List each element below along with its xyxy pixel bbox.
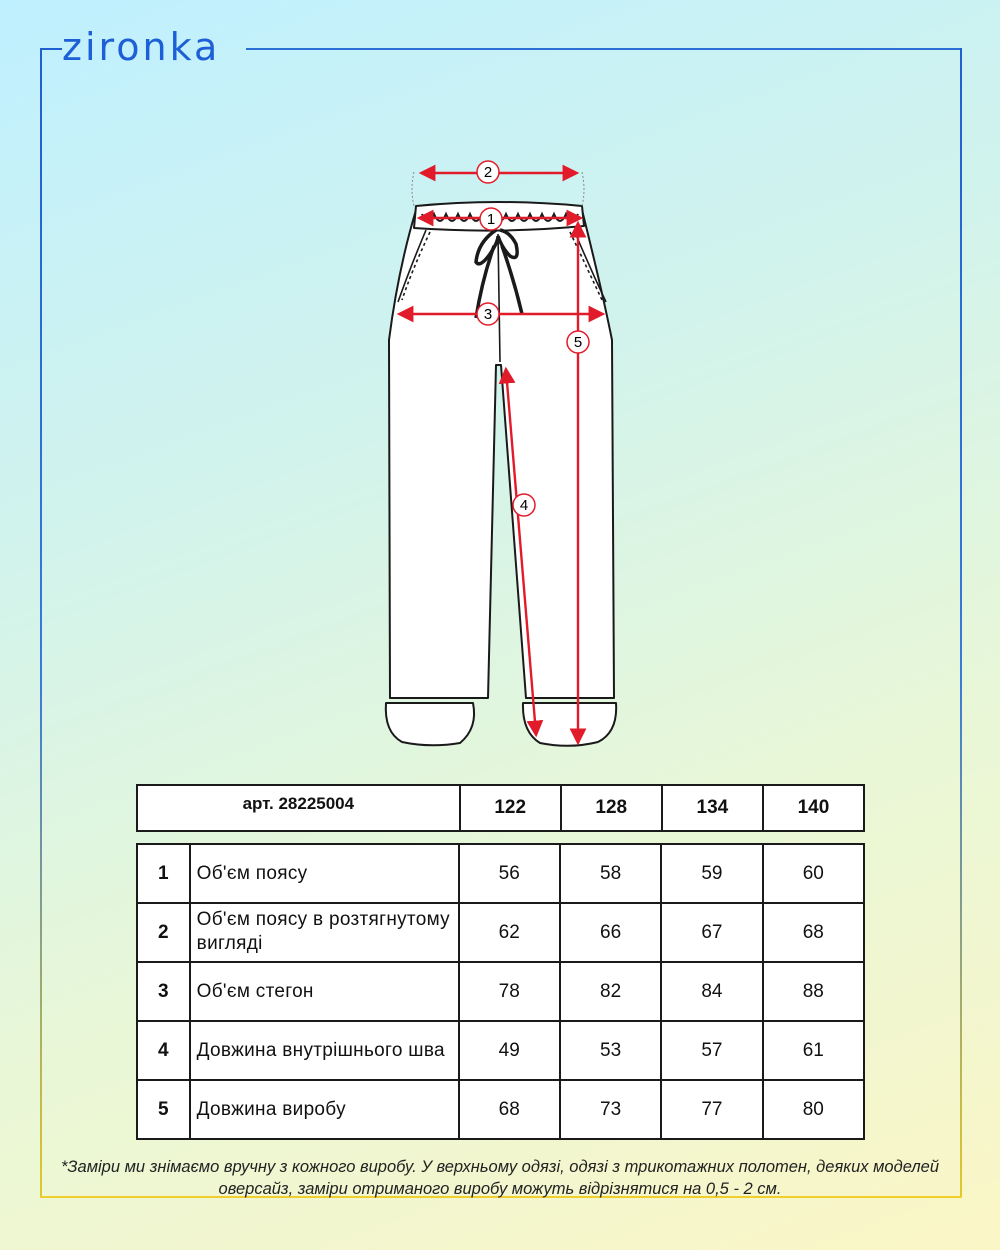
- size-header: 134: [662, 785, 763, 831]
- table-cell: 66: [560, 903, 661, 962]
- table-cell: 68: [459, 1080, 560, 1139]
- frame-line: [40, 48, 62, 50]
- table-row: [137, 844, 864, 903]
- table-cell: 78: [459, 962, 560, 1021]
- pants-measurement-diagram: [370, 150, 640, 750]
- measurement-label: Об'єм стегон: [190, 962, 459, 1021]
- measurement-label: Довжина виробу: [190, 1080, 459, 1139]
- row-number: 2: [137, 903, 190, 962]
- marker-4-label: 4: [519, 497, 529, 514]
- measurement-label: Довжина внутрішнього шва: [190, 1021, 459, 1080]
- brand-logo: zironka: [62, 25, 221, 69]
- table-cell: 84: [661, 962, 762, 1021]
- measurement-label: Об'єм поясу: [190, 844, 459, 903]
- marker-2-label: 2: [483, 164, 493, 181]
- frame-line: [960, 48, 962, 1198]
- size-header: 140: [763, 785, 864, 831]
- table-cell: 56: [459, 844, 560, 903]
- size-table-header: [136, 784, 865, 832]
- frame-line: [246, 48, 962, 50]
- table-row: [137, 903, 864, 962]
- table-cell: 73: [560, 1080, 661, 1139]
- frame-line: [40, 48, 42, 1198]
- table-cell: 68: [763, 903, 864, 962]
- measurement-label-cell: [190, 903, 459, 962]
- table-cell: 58: [560, 844, 661, 903]
- table-cell: 60: [763, 844, 864, 903]
- table-cell: 49: [459, 1021, 560, 1080]
- table-cell: 88: [763, 962, 864, 1021]
- table-row: [137, 1021, 864, 1080]
- marker-5-label: 5: [573, 334, 583, 351]
- measurement-label: Об'єм поясу в розтягнутому вигляді: [196, 908, 450, 954]
- size-header: 128: [561, 785, 662, 831]
- size-header: 122: [460, 785, 561, 831]
- table-row: [137, 962, 864, 1021]
- table-cell: 62: [459, 903, 560, 962]
- measurement-footnote: *Заміри ми знімаємо вручну з кожного виробу. У верхньому одязі, одязі з трикотажних полотен, деяких моделей оверсайз, заміри отриманого виробу можуть відрізнятися на 0,5 - 2 см.: [60, 1158, 939, 1198]
- row-number: 3: [137, 962, 190, 1021]
- table-cell: 80: [763, 1080, 864, 1139]
- row-number: 4: [137, 1021, 190, 1080]
- marker-3-label: 3: [483, 306, 493, 323]
- marker-1-label: 1: [486, 211, 496, 228]
- row-number: 1: [137, 844, 190, 903]
- table-cell: 53: [560, 1021, 661, 1080]
- size-table: [136, 843, 865, 1140]
- table-cell: 77: [661, 1080, 762, 1139]
- table-cell: 67: [661, 903, 762, 962]
- table-cell: 57: [661, 1021, 762, 1080]
- table-cell: 61: [763, 1021, 864, 1080]
- table-cell: 59: [661, 844, 762, 903]
- row-number: 5: [137, 1080, 190, 1139]
- article-number: арт. 28225004: [137, 785, 460, 831]
- table-cell: 82: [560, 962, 661, 1021]
- table-row: [137, 1080, 864, 1139]
